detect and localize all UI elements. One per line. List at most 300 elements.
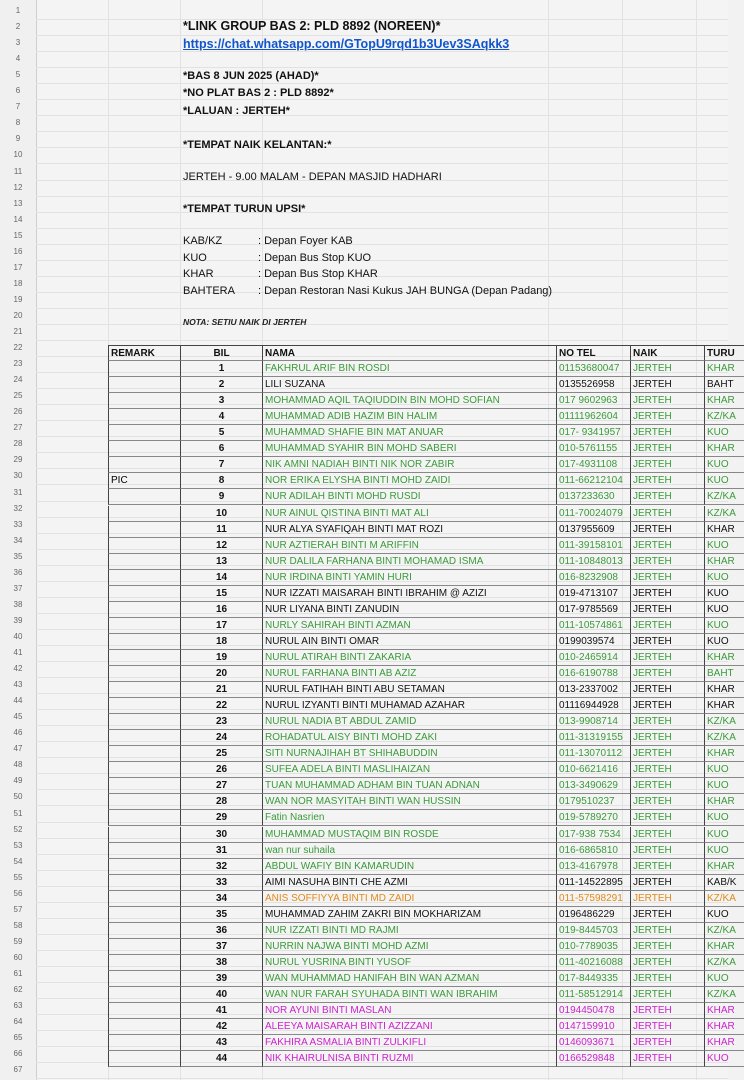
cell-bil[interactable]: 19 xyxy=(180,650,262,666)
cell-naik[interactable]: JERTEH xyxy=(630,778,704,794)
row-number[interactable]: 4 xyxy=(15,54,21,64)
cell-tel[interactable]: 0199039574 xyxy=(556,634,630,650)
cell-remark[interactable] xyxy=(108,522,180,538)
cell-remark[interactable] xyxy=(108,409,180,425)
cell-tel[interactable]: 01111962604 xyxy=(556,409,630,425)
cell-naik[interactable]: JERTEH xyxy=(630,698,704,714)
cell-bil[interactable]: 14 xyxy=(180,570,262,586)
cell-turun[interactable]: KZ/KA xyxy=(704,987,744,1003)
cell-bil[interactable]: 13 xyxy=(180,554,262,570)
cell-tel[interactable]: 011-70024079 xyxy=(556,506,630,522)
cell-nama[interactable]: NUR AZTIERAH BINTI M ARIFFIN xyxy=(262,538,556,554)
cell-naik[interactable]: JERTEH xyxy=(630,361,704,377)
column-header-turun[interactable]: TURU xyxy=(704,345,744,361)
cell-nama[interactable]: NURUL FATIHAH BINTI ABU SETAMAN xyxy=(262,682,556,698)
cell-turun[interactable]: KHAR xyxy=(704,939,744,955)
cell-turun[interactable]: KZ/KA xyxy=(704,923,744,939)
cell-remark[interactable] xyxy=(108,778,180,794)
cell-remark[interactable] xyxy=(108,650,180,666)
cell-naik[interactable]: JERTEH xyxy=(630,810,704,826)
cell-tel[interactable]: 017- 9341957 xyxy=(556,425,630,441)
cell-remark[interactable] xyxy=(108,618,180,634)
row-number[interactable]: 20 xyxy=(13,310,23,320)
cell-naik[interactable]: JERTEH xyxy=(630,682,704,698)
cell-remark[interactable] xyxy=(108,939,180,955)
cell-turun[interactable]: KHAR xyxy=(704,441,744,457)
cell-turun[interactable]: KUO xyxy=(704,778,744,794)
cell-tel[interactable]: 010-6621416 xyxy=(556,762,630,778)
cell-naik[interactable]: JERTEH xyxy=(630,1019,704,1035)
cell-turun[interactable]: KUO xyxy=(704,570,744,586)
cell-nama[interactable]: ALEEYA MAISARAH BINTI AZIZZANI xyxy=(262,1019,556,1035)
row-number[interactable]: 66 xyxy=(13,1049,23,1059)
cell-naik[interactable]: JERTEH xyxy=(630,923,704,939)
cell-remark[interactable]: PIC xyxy=(108,473,180,489)
cell-remark[interactable] xyxy=(108,1035,180,1051)
cell-turun[interactable]: KUO xyxy=(704,907,744,923)
cell-bil[interactable]: 44 xyxy=(180,1051,262,1067)
dropoff-code[interactable]: BAHTERA xyxy=(183,285,235,297)
cell-naik[interactable]: JERTEH xyxy=(630,1035,704,1051)
cell-turun[interactable]: KUO xyxy=(704,425,744,441)
cell-remark[interactable] xyxy=(108,698,180,714)
cell-bil[interactable]: 27 xyxy=(180,778,262,794)
cell-bil[interactable]: 35 xyxy=(180,907,262,923)
row-number[interactable]: 61 xyxy=(13,969,23,978)
row-number[interactable]: 12 xyxy=(13,182,23,192)
cell-tel[interactable]: 013-9908714 xyxy=(556,714,630,730)
cell-turun[interactable]: KUO xyxy=(704,634,744,650)
row-number[interactable]: 35 xyxy=(13,551,23,561)
row-number[interactable]: 49 xyxy=(13,776,23,786)
row-number[interactable]: 29 xyxy=(13,455,23,465)
cell-remark[interactable] xyxy=(108,730,180,746)
cell-bil[interactable]: 7 xyxy=(180,457,262,473)
cell-naik[interactable]: JERTEH xyxy=(630,762,704,778)
cell-tel[interactable]: 013-4167978 xyxy=(556,859,630,875)
cell-bil[interactable]: 43 xyxy=(180,1035,262,1051)
row-number[interactable]: 19 xyxy=(13,294,23,304)
row-number[interactable]: 25 xyxy=(13,391,23,401)
cell-naik[interactable]: JERTEH xyxy=(630,891,704,907)
cell-remark[interactable] xyxy=(108,987,180,1003)
cell-remark[interactable] xyxy=(108,1019,180,1035)
row-number[interactable]: 60 xyxy=(13,952,23,962)
cell-bil[interactable]: 17 xyxy=(180,618,262,634)
row-number[interactable]: 64 xyxy=(13,1017,23,1027)
cell-nama[interactable]: NURLY SAHIRAH BINTI AZMAN xyxy=(262,618,556,634)
cell-turun[interactable]: KZ/KA xyxy=(704,730,744,746)
row-number[interactable]: 27 xyxy=(13,423,23,433)
cell-tel[interactable]: 011-66212104 xyxy=(556,473,630,489)
cell-nama[interactable]: SITI NURNAJIHAH BT SHIHABUDDIN xyxy=(262,746,556,762)
cell-nama[interactable]: TUAN MUHAMMAD ADHAM BIN TUAN ADNAN xyxy=(262,778,556,794)
column-header-tel[interactable]: NO TEL xyxy=(556,345,630,361)
cell-tel[interactable]: 0135526958 xyxy=(556,377,630,393)
row-number[interactable]: 48 xyxy=(13,760,23,770)
row-number[interactable]: 41 xyxy=(13,648,23,657)
cell-turun[interactable]: KUO xyxy=(704,843,744,859)
column-header-remark[interactable]: REMARK xyxy=(108,345,180,361)
cell-bil[interactable]: 11 xyxy=(180,522,262,538)
cell-turun[interactable]: KUO xyxy=(704,457,744,473)
cell-remark[interactable] xyxy=(108,714,180,730)
cell-turun[interactable]: KHAR xyxy=(704,746,744,762)
cell-bil[interactable]: 34 xyxy=(180,891,262,907)
cell-tel[interactable]: 011-39158101 xyxy=(556,538,630,554)
cell-remark[interactable] xyxy=(108,586,180,602)
cell-tel[interactable]: 0179510237 xyxy=(556,794,630,810)
cell-remark[interactable] xyxy=(108,666,180,682)
cell-bil[interactable]: 30 xyxy=(180,827,262,843)
cell-nama[interactable]: NUR DALILA FARHANA BINTI MOHAMAD ISMA xyxy=(262,554,556,570)
column-header-naik[interactable]: NAIK xyxy=(630,345,704,361)
cell-nama[interactable]: NOR ERIKA ELYSHA BINTI MOHD ZAIDI xyxy=(262,473,556,489)
cell-tel[interactable]: 019-5789270 xyxy=(556,810,630,826)
row-number[interactable]: 32 xyxy=(13,503,23,513)
row-number[interactable]: 57 xyxy=(13,904,23,914)
row-number[interactable]: 36 xyxy=(13,567,23,577)
cell-nama[interactable]: MOHAMMAD AQIL TAQIUDDIN BIN MOHD SOFIAN xyxy=(262,393,556,409)
cell-tel[interactable]: 011-58512914 xyxy=(556,987,630,1003)
cell-remark[interactable] xyxy=(108,762,180,778)
row-number[interactable]: 26 xyxy=(13,407,23,417)
cell-remark[interactable] xyxy=(108,441,180,457)
cell-tel[interactable]: 0146093671 xyxy=(556,1035,630,1051)
cell-remark[interactable] xyxy=(108,875,180,891)
cell-naik[interactable]: JERTEH xyxy=(630,827,704,843)
cell-remark[interactable] xyxy=(108,457,180,473)
cell-turun[interactable]: KUO xyxy=(704,473,744,489)
cell-tel[interactable]: 011-31319155 xyxy=(556,730,630,746)
cell-naik[interactable]: JERTEH xyxy=(630,506,704,522)
row-number[interactable]: 14 xyxy=(13,214,23,224)
row-number[interactable]: 47 xyxy=(13,744,23,754)
cell-naik[interactable]: JERTEH xyxy=(630,441,704,457)
cell-nama[interactable]: NUR IZZATI BINTI MD RAJMI xyxy=(262,923,556,939)
cell-tel[interactable]: 013-2337002 xyxy=(556,682,630,698)
cell-turun[interactable]: KHAR xyxy=(704,1019,744,1035)
row-number[interactable]: 55 xyxy=(13,872,23,882)
cell-naik[interactable]: JERTEH xyxy=(630,1051,704,1067)
cell-remark[interactable] xyxy=(108,810,180,826)
cell-nama[interactable]: NUR ALYA SYAFIQAH BINTI MAT ROZI xyxy=(262,522,556,538)
cell-turun[interactable]: BAHT xyxy=(704,666,744,682)
cell-naik[interactable]: JERTEH xyxy=(630,875,704,891)
row-number[interactable]: 62 xyxy=(13,985,23,995)
row-number[interactable]: 3 xyxy=(15,38,21,48)
cell-tel[interactable]: 011-10848013 xyxy=(556,554,630,570)
bus-date[interactable]: *BAS 8 JUN 2025 (AHAD)* xyxy=(183,70,319,82)
cell-nama[interactable]: NUR ADILAH BINTI MOHD RUSDI xyxy=(262,489,556,505)
cell-tel[interactable]: 0147159910 xyxy=(556,1019,630,1035)
cell-remark[interactable] xyxy=(108,425,180,441)
row-number[interactable]: 58 xyxy=(13,920,23,930)
cell-turun[interactable]: KHAR xyxy=(704,1003,744,1019)
cell-naik[interactable]: JERTEH xyxy=(630,650,704,666)
cell-tel[interactable]: 010-7789035 xyxy=(556,939,630,955)
cell-tel[interactable]: 010-5761155 xyxy=(556,441,630,457)
cell-turun[interactable]: KUO xyxy=(704,971,744,987)
cell-remark[interactable] xyxy=(108,859,180,875)
cell-tel[interactable]: 017-8449335 xyxy=(556,971,630,987)
cell-nama[interactable]: NURUL IZYANTI BINTI MUHAMAD AZAHAR xyxy=(262,698,556,714)
row-number[interactable]: 30 xyxy=(13,471,23,481)
row-number[interactable]: 56 xyxy=(13,888,23,898)
cell-turun[interactable]: KHAR xyxy=(704,1035,744,1051)
cell-bil[interactable]: 37 xyxy=(180,939,262,955)
cell-remark[interactable] xyxy=(108,682,180,698)
cell-naik[interactable]: JERTEH xyxy=(630,489,704,505)
row-number[interactable]: 50 xyxy=(13,792,23,802)
cell-nama[interactable]: NUR IRDINA BINTI YAMIN HURI xyxy=(262,570,556,586)
cell-remark[interactable] xyxy=(108,489,180,505)
row-number[interactable]: 6 xyxy=(15,86,21,96)
row-number[interactable]: 59 xyxy=(13,936,23,946)
cell-remark[interactable] xyxy=(108,506,180,522)
cell-tel[interactable]: 011-13070112 xyxy=(556,746,630,762)
cell-turun[interactable]: KZ/KA xyxy=(704,955,744,971)
cell-bil[interactable]: 20 xyxy=(180,666,262,682)
cell-nama[interactable]: FAKHIRA ASMALIA BINTI ZULKIFLI xyxy=(262,1035,556,1051)
cell-bil[interactable]: 32 xyxy=(180,859,262,875)
row-number[interactable]: 1 xyxy=(15,6,21,15)
cell-tel[interactable]: 016-8232908 xyxy=(556,570,630,586)
column-header-bil[interactable]: BIL xyxy=(180,345,262,361)
row-number[interactable]: 23 xyxy=(13,359,23,369)
row-number[interactable]: 13 xyxy=(13,198,23,208)
cell-naik[interactable]: JERTEH xyxy=(630,955,704,971)
cell-bil[interactable]: 21 xyxy=(180,682,262,698)
cell-remark[interactable] xyxy=(108,794,180,810)
row-number[interactable]: 42 xyxy=(13,664,23,674)
cell-bil[interactable]: 22 xyxy=(180,698,262,714)
cell-naik[interactable]: JERTEH xyxy=(630,602,704,618)
cell-bil[interactable]: 3 xyxy=(180,393,262,409)
cell-bil[interactable]: 15 xyxy=(180,586,262,602)
cell-bil[interactable]: 31 xyxy=(180,843,262,859)
cell-remark[interactable] xyxy=(108,570,180,586)
cell-tel[interactable]: 013-3490629 xyxy=(556,778,630,794)
cell-nama[interactable]: MUHAMMAD ZAHIM ZAKRI BIN MOKHARIZAM xyxy=(262,907,556,923)
cell-bil[interactable]: 39 xyxy=(180,971,262,987)
cell-remark[interactable] xyxy=(108,971,180,987)
cell-nama[interactable]: FAKHRUL ARIF BIN ROSDI xyxy=(262,361,556,377)
cell-nama[interactable]: Fatin Nasrien xyxy=(262,810,556,826)
cell-naik[interactable]: JERTEH xyxy=(630,634,704,650)
cell-bil[interactable]: 33 xyxy=(180,875,262,891)
cell-nama[interactable]: WAN MUHAMMAD HANIFAH BIN WAN AZMAN xyxy=(262,971,556,987)
dropoff-place[interactable]: : Depan Bus Stop KUO xyxy=(258,252,372,264)
cell-turun[interactable]: KHAR xyxy=(704,522,744,538)
cell-bil[interactable]: 8 xyxy=(180,473,262,489)
cell-tel[interactable]: 017-938 7534 xyxy=(556,827,630,843)
cell-bil[interactable]: 1 xyxy=(180,361,262,377)
cell-nama[interactable]: NUR LIYANA BINTI ZANUDIN xyxy=(262,602,556,618)
cell-tel[interactable]: 0137233630 xyxy=(556,489,630,505)
row-number[interactable]: 43 xyxy=(13,680,23,690)
cell-turun[interactable]: KZ/KA xyxy=(704,714,744,730)
cell-tel[interactable]: 011-40216088 xyxy=(556,955,630,971)
cell-remark[interactable] xyxy=(108,361,180,377)
cell-turun[interactable]: KHAR xyxy=(704,859,744,875)
cell-turun[interactable]: KHAR xyxy=(704,393,744,409)
row-number[interactable]: 17 xyxy=(13,262,23,272)
cell-bil[interactable]: 23 xyxy=(180,714,262,730)
cell-nama[interactable]: LILI SUZANA xyxy=(262,377,556,393)
dropoff-place[interactable]: : Depan Foyer KAB xyxy=(258,235,353,247)
row-number[interactable]: 45 xyxy=(13,712,23,722)
cell-nama[interactable]: ABDUL WAFIY BIN KAMARUDIN xyxy=(262,859,556,875)
dropoff-code[interactable]: KUO xyxy=(183,252,207,264)
cell-nama[interactable]: MUHAMMAD SHAFIE BIN MAT ANUAR xyxy=(262,425,556,441)
page-title[interactable]: *LINK GROUP BAS 2: PLD 8892 (NOREEN)* xyxy=(183,19,441,33)
row-number[interactable]: 16 xyxy=(13,246,23,256)
bus-plate[interactable]: *NO PLAT BAS 2 : PLD 8892* xyxy=(183,87,334,99)
cell-nama[interactable]: SUFEA ADELA BINTI MASLIHAIZAN xyxy=(262,762,556,778)
cell-remark[interactable] xyxy=(108,746,180,762)
cell-turun[interactable]: KZ/KA xyxy=(704,506,744,522)
row-number[interactable]: 31 xyxy=(13,487,23,497)
cell-naik[interactable]: JERTEH xyxy=(630,522,704,538)
cell-remark[interactable] xyxy=(108,1003,180,1019)
row-number[interactable]: 28 xyxy=(13,439,23,449)
cell-turun[interactable]: KUO xyxy=(704,810,744,826)
cell-turun[interactable]: KHAR xyxy=(704,794,744,810)
pickup-heading[interactable]: *TEMPAT NAIK KELANTAN:* xyxy=(183,139,332,151)
cell-bil[interactable]: 26 xyxy=(180,762,262,778)
cell-bil[interactable]: 28 xyxy=(180,794,262,810)
cell-bil[interactable]: 29 xyxy=(180,810,262,826)
row-number[interactable]: 7 xyxy=(15,102,21,112)
cell-nama[interactable]: MUHAMMAD MUSTAQIM BIN ROSDE xyxy=(262,827,556,843)
cell-naik[interactable]: JERTEH xyxy=(630,377,704,393)
row-number[interactable]: 52 xyxy=(13,824,23,834)
row-number[interactable]: 5 xyxy=(15,70,21,80)
cell-bil[interactable]: 38 xyxy=(180,955,262,971)
cell-remark[interactable] xyxy=(108,393,180,409)
cell-nama[interactable]: NURUL YUSRINA BINTI YUSOF xyxy=(262,955,556,971)
row-number[interactable]: 63 xyxy=(13,1001,23,1011)
cell-bil[interactable]: 16 xyxy=(180,602,262,618)
row-number[interactable]: 15 xyxy=(13,230,23,240)
row-number[interactable]: 33 xyxy=(13,519,23,529)
cell-turun[interactable]: KUO xyxy=(704,618,744,634)
cell-naik[interactable]: JERTEH xyxy=(630,971,704,987)
cell-turun[interactable]: KHAR xyxy=(704,682,744,698)
cell-remark[interactable] xyxy=(108,907,180,923)
cell-turun[interactable]: KZ/KA xyxy=(704,489,744,505)
dropoff-place[interactable]: : Depan Restoran Nasi Kukus JAH BUNGA (Depan Padang) xyxy=(258,285,553,297)
dropoff-code[interactable]: KAB/KZ xyxy=(183,235,223,247)
row-number[interactable]: 54 xyxy=(13,856,23,866)
cell-nama[interactable]: MUHAMMAD ADIB HAZIM BIN HALIM xyxy=(262,409,556,425)
cell-tel[interactable]: 016-6190788 xyxy=(556,666,630,682)
cell-bil[interactable]: 10 xyxy=(180,506,262,522)
row-number[interactable]: 39 xyxy=(13,615,23,625)
row-number[interactable]: 38 xyxy=(13,599,23,609)
cell-bil[interactable]: 2 xyxy=(180,377,262,393)
cell-turun[interactable]: KHAR xyxy=(704,650,744,666)
cell-naik[interactable]: JERTEH xyxy=(630,618,704,634)
cell-naik[interactable]: JERTEH xyxy=(630,473,704,489)
cell-nama[interactable]: NURUL NADIA BT ABDUL ZAMID xyxy=(262,714,556,730)
row-number[interactable]: 67 xyxy=(13,1065,23,1075)
cell-turun[interactable]: KHAR xyxy=(704,698,744,714)
row-number[interactable]: 11 xyxy=(13,166,23,176)
cell-remark[interactable] xyxy=(108,923,180,939)
row-number[interactable]: 10 xyxy=(13,150,23,160)
row-number[interactable]: 65 xyxy=(13,1033,23,1043)
cell-remark[interactable] xyxy=(108,955,180,971)
cell-turun[interactable]: KAB/K xyxy=(704,875,744,891)
cell-nama[interactable]: ANIS SOFFIYYA BINTI MD ZAIDI xyxy=(262,891,556,907)
row-number[interactable]: 37 xyxy=(13,583,23,593)
cell-nama[interactable]: NURRIN NAJWA BINTI MOHD AZMI xyxy=(262,939,556,955)
cell-nama[interactable]: AIMI NASUHA BINTI CHE AZMI xyxy=(262,875,556,891)
cell-remark[interactable] xyxy=(108,634,180,650)
cell-bil[interactable]: 42 xyxy=(180,1019,262,1035)
cell-tel[interactable]: 0194450478 xyxy=(556,1003,630,1019)
cell-tel[interactable]: 019-4713107 xyxy=(556,586,630,602)
cell-naik[interactable]: JERTEH xyxy=(630,714,704,730)
cell-naik[interactable]: JERTEH xyxy=(630,1003,704,1019)
cell-turun[interactable]: KZ/KA xyxy=(704,409,744,425)
cell-nama[interactable]: NURUL ATIRAH BINTI ZAKARIA xyxy=(262,650,556,666)
cell-tel[interactable]: 011-10574861 xyxy=(556,618,630,634)
cell-bil[interactable]: 18 xyxy=(180,634,262,650)
cell-nama[interactable]: NURUL AIN BINTI OMAR xyxy=(262,634,556,650)
cell-remark[interactable] xyxy=(108,377,180,393)
cell-turun[interactable]: KUO xyxy=(704,1051,744,1067)
row-number[interactable]: 24 xyxy=(13,375,23,385)
cell-remark[interactable] xyxy=(108,891,180,907)
cell-naik[interactable]: JERTEH xyxy=(630,939,704,955)
cell-naik[interactable]: JERTEH xyxy=(630,409,704,425)
cell-naik[interactable]: JERTEH xyxy=(630,538,704,554)
cell-nama[interactable]: NUR AINUL QISTINA BINTI MAT ALI xyxy=(262,506,556,522)
cell-naik[interactable]: JERTEH xyxy=(630,586,704,602)
cell-tel[interactable]: 010-2465914 xyxy=(556,650,630,666)
cell-bil[interactable]: 9 xyxy=(180,489,262,505)
cell-nama[interactable]: NIK KHAIRULNISA BINTI RUZMI xyxy=(262,1051,556,1067)
cell-turun[interactable]: KUO xyxy=(704,602,744,618)
cell-naik[interactable]: JERTEH xyxy=(630,554,704,570)
cell-naik[interactable]: JERTEH xyxy=(630,730,704,746)
cell-tel[interactable]: 0166529848 xyxy=(556,1051,630,1067)
cell-turun[interactable]: KHAR xyxy=(704,361,744,377)
cell-naik[interactable]: JERTEH xyxy=(630,843,704,859)
row-number[interactable]: 46 xyxy=(13,728,23,738)
dropoff-heading[interactable]: *TEMPAT TURUN UPSI* xyxy=(183,203,306,215)
cell-tel[interactable]: 0137955609 xyxy=(556,522,630,538)
row-number[interactable]: 2 xyxy=(15,22,21,32)
cell-remark[interactable] xyxy=(108,1051,180,1067)
row-number[interactable]: 8 xyxy=(15,118,21,128)
cell-naik[interactable]: JERTEH xyxy=(630,746,704,762)
cell-turun[interactable]: KUO xyxy=(704,762,744,778)
cell-remark[interactable] xyxy=(108,538,180,554)
cell-nama[interactable]: NIK AMNI NADIAH BINTI NIK NOR ZABIR xyxy=(262,457,556,473)
cell-tel[interactable]: 01116944928 xyxy=(556,698,630,714)
column-header-nama[interactable]: NAMA xyxy=(262,345,556,361)
cell-naik[interactable]: JERTEH xyxy=(630,987,704,1003)
bus-route[interactable]: *LALUAN : JERTEH* xyxy=(183,105,290,117)
cell-nama[interactable]: WAN NOR MASYITAH BINTI WAN HUSSIN xyxy=(262,794,556,810)
cell-turun[interactable]: KZ/KA xyxy=(704,891,744,907)
note[interactable]: NOTA: SETIU NAIK DI JERTEH xyxy=(183,317,307,327)
cell-bil[interactable]: 6 xyxy=(180,441,262,457)
